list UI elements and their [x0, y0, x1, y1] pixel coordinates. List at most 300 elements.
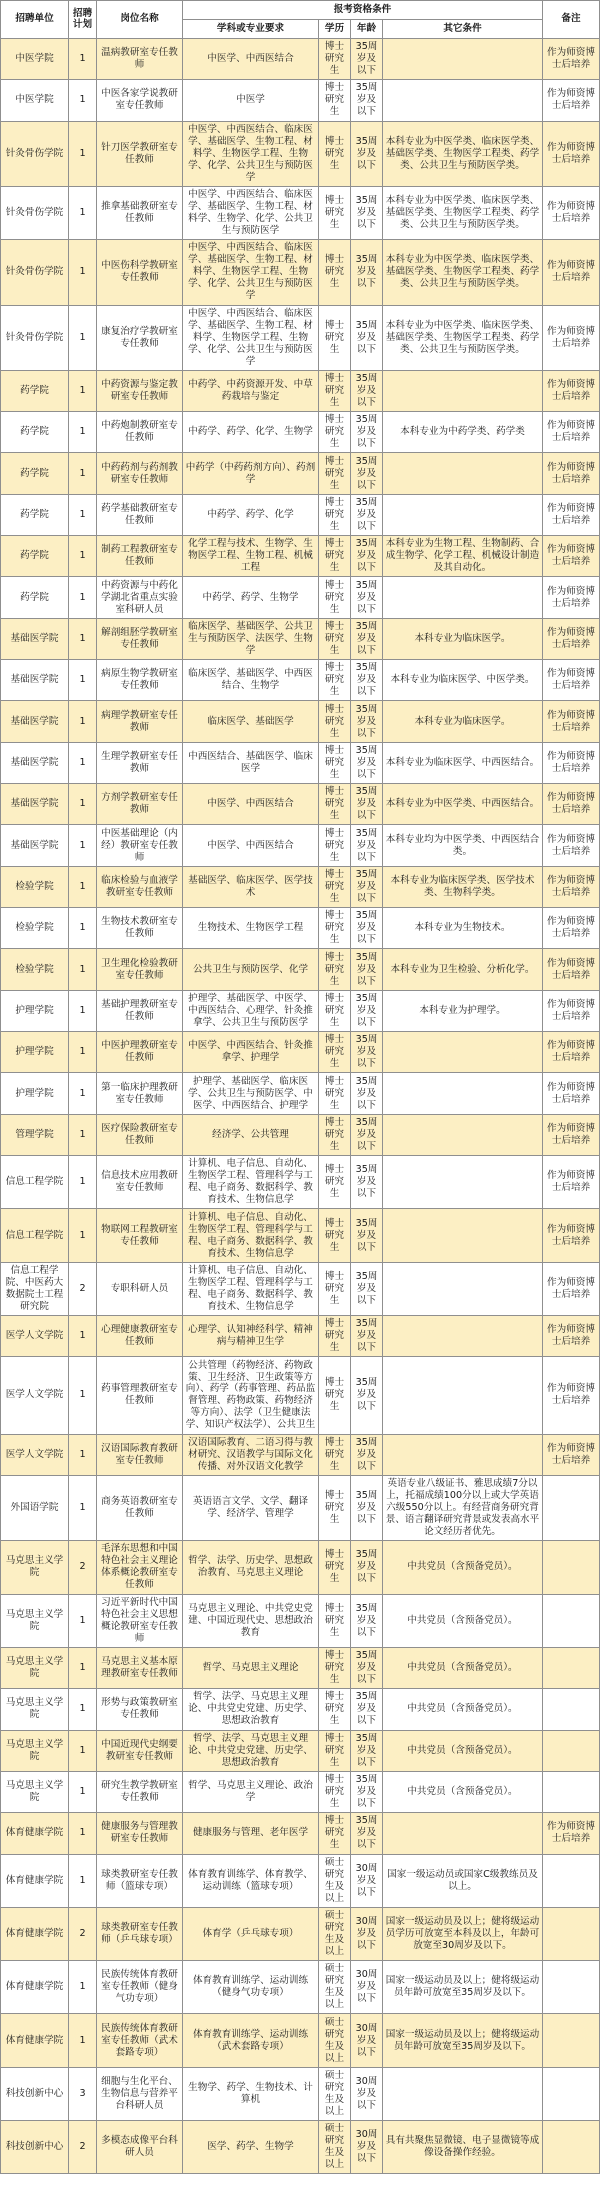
cell-major: 中医学、中西医结合 [183, 38, 319, 79]
table-row [1, 1961, 600, 2014]
cell-unit: 马克思主义学院 [1, 1771, 69, 1812]
cell-education: 博士研究生 [319, 1434, 351, 1475]
cell-unit: 信息工程学院 [1, 1156, 69, 1209]
cell-other: 本科专业为护理学。 [383, 990, 543, 1031]
table-row [1, 2014, 600, 2067]
cell-remark: 作为师资博士后培养 [543, 949, 600, 990]
cell-remark [543, 1541, 600, 1594]
cell-major: 体育教育训练学、运动训练（健身气功专项） [183, 1961, 319, 2014]
cell-age: 35周岁及以下 [351, 1689, 383, 1730]
cell-other: 本科专业为中医学类、临床医学类、基础医学类、生物医学工程类、药学类、公共卫生与预防医学类。 [383, 305, 543, 370]
cell-unit: 基础医学院 [1, 742, 69, 783]
cell-position: 马克思主义基本原理教研室专任教师 [97, 1647, 183, 1688]
cell-plan: 1 [69, 1073, 97, 1114]
cell-position: 形势与政策教研室专任教师 [97, 1689, 183, 1730]
cell-age: 35周岁及以下 [351, 1647, 383, 1688]
cell-plan: 2 [69, 1907, 97, 1960]
cell-major: 化学工程与技术、生物学、生物医学工程、生物工程、机械工程 [183, 536, 319, 577]
cell-unit: 马克思主义学院 [1, 1594, 69, 1647]
cell-plan: 1 [69, 1032, 97, 1073]
cell-position: 温病教研室专任教师 [97, 38, 183, 79]
cell-other: 英语专业八级证书、雅思成绩7分以上，托福成绩100分以上或大学英语六级550分以上。有经营商务研究背景、语言翻译研究背景或发表高水平论文经历者优先。 [383, 1475, 543, 1540]
cell-plan: 1 [69, 1316, 97, 1357]
cell-major: 公共管理（药物经济、药物政策、卫生经济、卫生政策等方向）、药学（药事管理、药品监督管理、药物政策、药物经济等方向）、法学（卫生健康法学、知识产权法学）、公共卫生 [183, 1357, 319, 1434]
cell-major: 计算机、电子信息、自动化、生物医学工程、管理科学与工程、电子商务、数据科学、教育技术、生物信息学 [183, 1262, 319, 1315]
cell-age: 35周岁及以下 [351, 908, 383, 949]
table-row [1, 866, 600, 907]
cell-other: 中共党员（含预备党员）。 [383, 1647, 543, 1688]
cell-plan: 1 [69, 1594, 97, 1647]
cell-education: 博士研究生 [319, 1114, 351, 1155]
cell-education: 博士研究生 [319, 908, 351, 949]
cell-other [383, 453, 543, 494]
cell-education: 硕士研究生及以上 [319, 1961, 351, 2014]
cell-position: 细胞与生化平台、生物信息与营养平台科研人员 [97, 2067, 183, 2120]
cell-other [383, 494, 543, 535]
cell-unit: 基础医学院 [1, 660, 69, 701]
cell-other [383, 1032, 543, 1073]
table-row [1, 305, 600, 370]
cell-position: 球类教研室专任教师（乒乓球专项） [97, 1907, 183, 1960]
cell-plan: 1 [69, 866, 97, 907]
cell-plan: 2 [69, 1541, 97, 1594]
cell-plan: 1 [69, 1357, 97, 1434]
cell-major: 马克思主义理论、中共党史党建、中国近现代史、思想政治教育 [183, 1594, 319, 1647]
cell-position: 卫生理化检验教研室专任教师 [97, 949, 183, 990]
cell-education: 博士研究生 [319, 1771, 351, 1812]
cell-other: 国家一级运动员及以上；健将级运动员年龄可放宽至35周岁及以下。 [383, 1961, 543, 2014]
cell-position: 研究生教学教研室专任教师 [97, 1771, 183, 1812]
cell-position: 中药资源与中药化学湖北省重点实验室科研人员 [97, 577, 183, 618]
cell-remark [543, 1907, 600, 1960]
cell-remark: 作为师资博士后培养 [543, 453, 600, 494]
table-row [1, 1907, 600, 1960]
cell-major: 护理学、基础医学、中医学、中西医结合、心理学、针灸推拿学、公共卫生与预防医学 [183, 990, 319, 1031]
cell-education: 博士研究生 [319, 1730, 351, 1771]
cell-other: 本科专业为临床医学。 [383, 618, 543, 659]
cell-remark: 作为师资博士后培养 [543, 618, 600, 659]
table-row [1, 494, 600, 535]
cell-position: 中国近现代史纲要教研室专任教师 [97, 1730, 183, 1771]
table-row [1, 1434, 600, 1475]
cell-major: 中医学、中西医结合、临床医学、基础医学、生物工程、材料学、生物医学工程、生物学、化学、公共卫生与预防医学 [183, 305, 319, 370]
table-row [1, 949, 600, 990]
cell-position: 中医伤科学教研室专任教师 [97, 240, 183, 305]
cell-education: 博士研究生 [319, 80, 351, 121]
table-row [1, 1594, 600, 1647]
cell-remark: 作为师资博士后培养 [543, 1114, 600, 1155]
cell-plan: 1 [69, 825, 97, 866]
cell-unit: 针灸骨伤学院 [1, 121, 69, 186]
cell-education: 博士研究生 [319, 240, 351, 305]
table-row [1, 908, 600, 949]
cell-education: 博士研究生 [319, 1156, 351, 1209]
cell-major: 体育学（乒乓球专项） [183, 1907, 319, 1960]
cell-remark [543, 1730, 600, 1771]
cell-age: 35周岁及以下 [351, 618, 383, 659]
cell-age: 30周岁及以下 [351, 2121, 383, 2174]
table-row [1, 121, 600, 186]
cell-other: 本科专业为生物技术。 [383, 908, 543, 949]
table-row [1, 453, 600, 494]
cell-education: 博士研究生 [319, 121, 351, 186]
cell-age: 35周岁及以下 [351, 38, 383, 79]
cell-unit: 护理学院 [1, 1032, 69, 1073]
cell-major: 护理学、基础医学、临床医学、公共卫生与预防医学、中医学、中西医结合、护理学 [183, 1073, 319, 1114]
table-row [1, 1475, 600, 1540]
cell-remark: 作为师资博士后培养 [543, 536, 600, 577]
cell-unit: 中医学院 [1, 38, 69, 79]
cell-age: 35周岁及以下 [351, 80, 383, 121]
cell-remark: 作为师资博士后培养 [543, 701, 600, 742]
cell-plan: 1 [69, 240, 97, 305]
table-row [1, 660, 600, 701]
cell-major: 中药学（中药药剂方向）、药剂学 [183, 453, 319, 494]
cell-unit: 药学院 [1, 536, 69, 577]
table-row [1, 742, 600, 783]
cell-remark [543, 1475, 600, 1540]
cell-major: 临床医学、基础医学、公共卫生与预防医学、法医学、生物学 [183, 618, 319, 659]
cell-education: 博士研究生 [319, 618, 351, 659]
cell-position: 生理学教研室专任教师 [97, 742, 183, 783]
cell-other [383, 1434, 543, 1475]
cell-other [383, 1316, 543, 1357]
table-row [1, 1073, 600, 1114]
cell-education: 博士研究生 [319, 742, 351, 783]
cell-unit: 针灸骨伤学院 [1, 186, 69, 239]
cell-education: 博士研究生 [319, 38, 351, 79]
table-header [1, 1, 600, 39]
cell-age: 35周岁及以下 [351, 186, 383, 239]
table-row [1, 536, 600, 577]
cell-plan: 1 [69, 949, 97, 990]
cell-other: 具有共聚焦显微镜、电子显微镜等成像设备操作经验。 [383, 2121, 543, 2174]
cell-unit: 基础医学院 [1, 618, 69, 659]
cell-other: 本科专业为中药学类、药学类 [383, 412, 543, 453]
cell-remark: 作为师资博士后培养 [543, 121, 600, 186]
cell-other [383, 80, 543, 121]
cell-major: 体育教育训练学、运动训练（武术套路专项） [183, 2014, 319, 2067]
cell-other [383, 1209, 543, 1262]
cell-position: 制药工程教研室专任教师 [97, 536, 183, 577]
cell-age: 30周岁及以下 [351, 2067, 383, 2120]
cell-remark: 作为师资博士后培养 [543, 866, 600, 907]
cell-education: 硕士研究生及以上 [319, 2121, 351, 2174]
cell-unit: 护理学院 [1, 1073, 69, 1114]
cell-major: 计算机、电子信息、自动化、生物医学工程、管理科学与工程、电子商务、数据科学、教育技术、生物信息学 [183, 1156, 319, 1209]
cell-remark: 作为师资博士后培养 [543, 1262, 600, 1315]
cell-remark: 作为师资博士后培养 [543, 1357, 600, 1434]
table-row [1, 1730, 600, 1771]
table-row [1, 1209, 600, 1262]
cell-age: 30周岁及以下 [351, 2014, 383, 2067]
cell-plan: 1 [69, 494, 97, 535]
cell-position: 康复治疗学教研室专任教师 [97, 305, 183, 370]
cell-age: 35周岁及以下 [351, 240, 383, 305]
table-row [1, 1032, 600, 1073]
table-row [1, 186, 600, 239]
cell-age: 35周岁及以下 [351, 577, 383, 618]
cell-education: 博士研究生 [319, 990, 351, 1031]
cell-unit: 检验学院 [1, 949, 69, 990]
cell-unit: 基础医学院 [1, 784, 69, 825]
cell-other: 本科专业为中医学类、中西医结合。 [383, 784, 543, 825]
cell-position: 基础护理教研室专任教师 [97, 990, 183, 1031]
cell-remark: 作为师资博士后培养 [543, 1032, 600, 1073]
cell-remark: 作为师资博士后培养 [543, 1434, 600, 1475]
cell-major: 医学、药学、生物学 [183, 2121, 319, 2174]
cell-plan: 1 [69, 1475, 97, 1540]
cell-plan: 1 [69, 742, 97, 783]
table-row [1, 80, 600, 121]
cell-unit: 信息工程学院、中医药大数据院士工程研究院 [1, 1262, 69, 1315]
cell-plan: 1 [69, 453, 97, 494]
cell-plan: 1 [69, 701, 97, 742]
cell-plan: 1 [69, 908, 97, 949]
cell-position: 中药资源与鉴定教研室专任教师 [97, 370, 183, 411]
cell-plan: 1 [69, 1114, 97, 1155]
cell-age: 35周岁及以下 [351, 536, 383, 577]
cell-plan: 1 [69, 1730, 97, 1771]
table-row [1, 240, 600, 305]
cell-remark [543, 1961, 600, 2014]
cell-age: 35周岁及以下 [351, 1073, 383, 1114]
cell-major: 体育教育训练学、体育教学、运动训练（篮球专项） [183, 1854, 319, 1907]
cell-remark [543, 2014, 600, 2067]
cell-education: 硕士研究生及以上 [319, 1907, 351, 1960]
table-row [1, 2067, 600, 2120]
cell-plan: 1 [69, 305, 97, 370]
cell-unit: 检验学院 [1, 908, 69, 949]
cell-remark: 作为师资博士后培养 [543, 1156, 600, 1209]
cell-other: 本科专业为临床医学、中西医结合。 [383, 742, 543, 783]
cell-major: 汉语国际教育、二语习得与教材研究、汉语教学与国际文化传播、对外汉语文化教学 [183, 1434, 319, 1475]
cell-position: 球类教研室专任教师（篮球专项） [97, 1854, 183, 1907]
cell-age: 35周岁及以下 [351, 1032, 383, 1073]
cell-education: 博士研究生 [319, 1073, 351, 1114]
cell-major: 中药学、药学、生物学 [183, 577, 319, 618]
cell-major: 中医学、中西医结合、临床医学、基础医学、生物工程、材料学、生物医学工程、生物学、化学、公共卫生与预防医学 [183, 121, 319, 186]
cell-age: 35周岁及以下 [351, 1730, 383, 1771]
cell-remark: 作为师资博士后培养 [543, 38, 600, 79]
cell-unit: 医学人文学院 [1, 1357, 69, 1434]
cell-major: 公共卫生与预防医学、化学 [183, 949, 319, 990]
table-body [1, 38, 600, 2173]
cell-major: 临床医学、基础医学 [183, 701, 319, 742]
cell-plan: 2 [69, 2121, 97, 2174]
cell-major: 基础医学、临床医学、医学技术 [183, 866, 319, 907]
cell-education: 硕士研究生及以上 [319, 1854, 351, 1907]
cell-other: 本科专业为中医学类、临床医学类、基础医学类、生物医学工程类、药学类、公共卫生与预防医学类。 [383, 240, 543, 305]
cell-age: 35周岁及以下 [351, 1316, 383, 1357]
cell-remark: 作为师资博士后培养 [543, 1073, 600, 1114]
cell-other [383, 1073, 543, 1114]
cell-major: 生物技术、生物医学工程 [183, 908, 319, 949]
cell-other: 本科专业为中医学类、临床医学类、基础医学类、生物医学工程类、药学类、公共卫生与预防医学类。 [383, 121, 543, 186]
cell-other [383, 38, 543, 79]
cell-education: 博士研究生 [319, 1262, 351, 1315]
cell-plan: 1 [69, 1434, 97, 1475]
cell-age: 35周岁及以下 [351, 1475, 383, 1540]
cell-plan: 1 [69, 186, 97, 239]
cell-remark: 作为师资博士后培养 [543, 825, 600, 866]
cell-plan: 1 [69, 1156, 97, 1209]
cell-unit: 外国语学院 [1, 1475, 69, 1540]
cell-age: 35周岁及以下 [351, 1434, 383, 1475]
cell-plan: 1 [69, 80, 97, 121]
table-row [1, 618, 600, 659]
cell-remark [543, 1689, 600, 1730]
cell-age: 35周岁及以下 [351, 1813, 383, 1854]
cell-education: 博士研究生 [319, 1813, 351, 1854]
table-row [1, 1262, 600, 1315]
cell-position: 临床检验与血液学教研室专任教师 [97, 866, 183, 907]
cell-education: 博士研究生 [319, 949, 351, 990]
cell-unit: 科技创新中心 [1, 2067, 69, 2120]
cell-age: 35周岁及以下 [351, 1357, 383, 1434]
cell-remark: 作为师资博士后培养 [543, 908, 600, 949]
cell-age: 35周岁及以下 [351, 1114, 383, 1155]
cell-position: 病原生物学教研室专任教师 [97, 660, 183, 701]
cell-plan: 1 [69, 1813, 97, 1854]
cell-other [383, 1156, 543, 1209]
cell-unit: 管理学院 [1, 1114, 69, 1155]
cell-position: 中医护理教研室专任教师 [97, 1032, 183, 1073]
cell-position: 物联网工程教研室专任教师 [97, 1209, 183, 1262]
cell-education: 博士研究生 [319, 370, 351, 411]
cell-remark: 作为师资博士后培养 [543, 240, 600, 305]
cell-education: 博士研究生 [319, 1594, 351, 1647]
cell-education: 博士研究生 [319, 784, 351, 825]
cell-plan: 1 [69, 618, 97, 659]
cell-position: 专职科研人员 [97, 1262, 183, 1315]
cell-major: 哲学、法学、马克思主义理论、中共党史党建、历史学、思想政治教育 [183, 1689, 319, 1730]
cell-age: 35周岁及以下 [351, 305, 383, 370]
cell-education: 硕士研究生及以上 [319, 2014, 351, 2067]
cell-other: 国家一级运动员及以上；健将级运动员年龄可放宽至35周岁及以下。 [383, 2014, 543, 2067]
cell-education: 博士研究生 [319, 577, 351, 618]
cell-position: 生物技术教研室专任教师 [97, 908, 183, 949]
cell-unit: 医学人文学院 [1, 1434, 69, 1475]
cell-age: 35周岁及以下 [351, 825, 383, 866]
cell-age: 35周岁及以下 [351, 494, 383, 535]
cell-major: 中医学、中西医结合、临床医学、基础医学、生物工程、材料学、生物医学工程、生物学、化学、公共卫生与预防医学 [183, 240, 319, 305]
cell-plan: 1 [69, 2014, 97, 2067]
cell-remark: 作为师资博士后培养 [543, 412, 600, 453]
cell-age: 35周岁及以下 [351, 1541, 383, 1594]
cell-other: 中共党员（含预备党员）。 [383, 1771, 543, 1812]
header-age: 年龄 [351, 19, 383, 38]
cell-position: 推拿基础教研室专任教师 [97, 186, 183, 239]
cell-other: 本科专业为临床医学类、医学技术类、生物科学类。 [383, 866, 543, 907]
cell-education: 博士研究生 [319, 536, 351, 577]
cell-unit: 医学人文学院 [1, 1316, 69, 1357]
cell-position: 第一临床护理教研室专任教师 [97, 1073, 183, 1114]
cell-plan: 1 [69, 1209, 97, 1262]
cell-other: 中共党员（含预备党员）。 [383, 1689, 543, 1730]
cell-position: 中药药剂与药剂教研室专任教师 [97, 453, 183, 494]
table-row [1, 370, 600, 411]
cell-education: 博士研究生 [319, 494, 351, 535]
table-row [1, 825, 600, 866]
cell-remark [543, 1647, 600, 1688]
cell-education: 博士研究生 [319, 1541, 351, 1594]
cell-plan: 1 [69, 577, 97, 618]
cell-major: 中医学、中西医结合 [183, 825, 319, 866]
cell-remark: 作为师资博士后培养 [543, 370, 600, 411]
cell-plan: 1 [69, 1854, 97, 1907]
cell-other: 本科专业为中医学类、临床医学类、基础医学类、生物医学工程类、药学类、公共卫生与预防医学类。 [383, 186, 543, 239]
table-row [1, 1854, 600, 1907]
cell-plan: 2 [69, 1262, 97, 1315]
cell-age: 35周岁及以下 [351, 1209, 383, 1262]
header-unit: 招聘单位 [1, 1, 69, 39]
cell-age: 35周岁及以下 [351, 866, 383, 907]
header-plan: 招聘计划 [69, 1, 97, 39]
cell-remark: 作为师资博士后培养 [543, 494, 600, 535]
table-row [1, 2121, 600, 2174]
cell-other: 本科专业为卫生检验、分析化学。 [383, 949, 543, 990]
cell-remark [543, 1854, 600, 1907]
cell-education: 博士研究生 [319, 1316, 351, 1357]
cell-unit: 信息工程学院 [1, 1209, 69, 1262]
cell-position: 中药炮制教研室专任教师 [97, 412, 183, 453]
table-row [1, 1689, 600, 1730]
table-row [1, 38, 600, 79]
cell-major: 中医学、中西医结合、针灸推拿学、护理学 [183, 1032, 319, 1073]
cell-plan: 1 [69, 990, 97, 1031]
cell-position: 医疗保险教研室专任教师 [97, 1114, 183, 1155]
cell-education: 博士研究生 [319, 412, 351, 453]
cell-other: 本科专业为临床医学。 [383, 701, 543, 742]
cell-position: 中医基础理论（内经）教研室专任教师 [97, 825, 183, 866]
cell-education: 博士研究生 [319, 1032, 351, 1073]
cell-position: 病理学教研室专任教师 [97, 701, 183, 742]
table-row [1, 1316, 600, 1357]
cell-major: 哲学、法学、马克思主义理论、中共党史党建、历史学、思想政治教育 [183, 1730, 319, 1771]
cell-remark: 作为师资博士后培养 [543, 742, 600, 783]
cell-major: 中医学、中西医结合、临床医学、基础医学、生物工程、材料学、生物学、化学、公共卫生与预防医学 [183, 186, 319, 239]
cell-position: 习近平新时代中国特色社会主义思想概论教研室专任教师 [97, 1594, 183, 1647]
cell-major: 心理学、认知神经科学、精神病与精神卫生学 [183, 1316, 319, 1357]
cell-remark [543, 2067, 600, 2120]
cell-position: 方剂学教研室专任教师 [97, 784, 183, 825]
cell-plan: 1 [69, 536, 97, 577]
cell-education: 博士研究生 [319, 1357, 351, 1434]
cell-major: 中医学 [183, 80, 319, 121]
cell-age: 35周岁及以下 [351, 701, 383, 742]
cell-plan: 1 [69, 370, 97, 411]
cell-education: 博士研究生 [319, 1647, 351, 1688]
cell-education: 博士研究生 [319, 305, 351, 370]
cell-unit: 中医学院 [1, 80, 69, 121]
cell-unit: 针灸骨伤学院 [1, 305, 69, 370]
cell-unit: 体育健康学院 [1, 1854, 69, 1907]
cell-position: 毛泽东思想和中国特色社会主义理论体系概论教研室专任教师 [97, 1541, 183, 1594]
cell-education: 博士研究生 [319, 186, 351, 239]
cell-remark [543, 1771, 600, 1812]
cell-age: 35周岁及以下 [351, 453, 383, 494]
table-row [1, 1813, 600, 1854]
cell-education: 博士研究生 [319, 1689, 351, 1730]
cell-unit: 药学院 [1, 453, 69, 494]
cell-major: 英语语言文学、文学、翻译学、经济学、管理学 [183, 1475, 319, 1540]
cell-unit: 马克思主义学院 [1, 1541, 69, 1594]
cell-remark: 作为师资博士后培养 [543, 577, 600, 618]
cell-other: 中共党员（含预备党员）。 [383, 1730, 543, 1771]
cell-education: 博士研究生 [319, 1475, 351, 1540]
cell-unit: 马克思主义学院 [1, 1647, 69, 1688]
